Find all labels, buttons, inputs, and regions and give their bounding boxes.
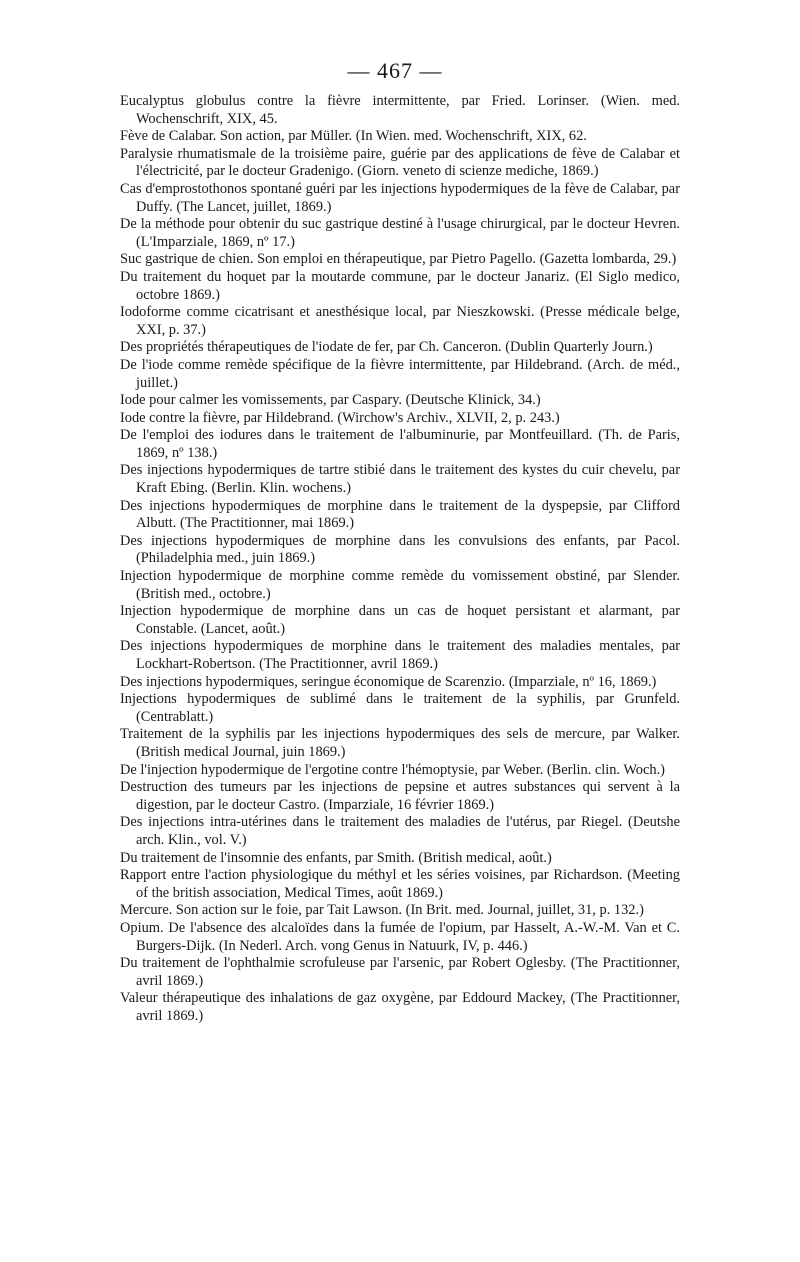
- bibliography-entry: Injection hypodermique de morphine dans un cas de hoquet persistant et alarmant, par Constable. (Lancet, août.): [120, 603, 680, 637]
- bibliography-entry: Mercure. Son action sur le foie, par Tait Lawson. (In Brit. med. Journal, juillet, 31, p. 132.): [120, 902, 644, 919]
- bibliography-entry: Cas d'emprostothonos spontané guéri par les injections hypodermiques de la fève de Calabar, par Duffy. (The Lancet, juillet, 1869.): [120, 180, 680, 215]
- bibliography-entry: Iode pour calmer les vomissements, par Caspary. (Deutsche Klinick, 34.): [120, 392, 541, 409]
- bibliography-entry: Fève de Calabar. Son action, par Müller. (In Wien. med. Wochenschrift, XIX, 62.: [120, 128, 587, 145]
- bibliography-entry: Des injections hypodermiques de morphine dans le traitement de la dyspepsie, par Clifford Albutt. (The Practitionner, mai 1869.): [120, 497, 680, 532]
- bibliography-entry: Des injections hypodermiques de morphine dans les convulsions des enfants, par Pacol. (Philadelphia med., juin 1869.): [120, 532, 680, 567]
- bibliography-entry: Suc gastrique de chien. Son emploi en thérapeutique, par Pietro Pagello. (Gazetta lombarda, 29.): [120, 251, 677, 268]
- bibliography-entry: Rapport entre l'action physiologique du méthyl et les séries voisines, par Richardson. (Meeting of the british association, Medical Times, août 1869.): [120, 867, 680, 901]
- bibliography-list: [120, 93, 680, 1025]
- bibliography-entry: Traitement de la syphilis par les injections hypodermiques des sels de mercure, par Walker. (British medical Journal, juin 1869.): [120, 726, 680, 760]
- bibliography-entry: Valeur thérapeutique des inhalations de gaz oxygène, par Eddourd Mackey, (The Practitionner, avril 1869.): [120, 990, 680, 1024]
- bibliography-entry: De l'injection hypodermique de l'ergotine contre l'hémoptysie, par Weber. (Berlin. clin. Woch.): [120, 761, 665, 778]
- bibliography-entry: Eucalyptus globulus contre la fièvre intermittente, par Fried. Lorinser. (Wien. med. Wochenschrift, XIX, 45.: [120, 93, 680, 127]
- bibliography-entry: Paralysie rhumatismale de la troisième paire, guérie par des applications de fève de Calabar et l'électricité, par le docteur Gradenigo. (Giorn. veneto di scienze mediche, 1869.): [120, 145, 680, 180]
- bibliography-entry: De l'emploi des iodures dans le traitement de l'albuminurie, par Montfeuillard. (Th. de Paris, 1869, nº 138.): [120, 427, 680, 461]
- page-number: — 467 —: [347, 58, 443, 83]
- bibliography-entry: De la méthode pour obtenir du suc gastrique destiné à l'usage chirurgical, par le docteur Hevren. (L'Imparziale, 1869, nº 17.): [120, 216, 680, 250]
- bibliography-entry: Des injections hypodermiques, seringue économique de Scarenzio. (Imparziale, nº 16, 1869.): [120, 673, 657, 690]
- bibliography-entry: Opium. De l'absence des alcaloïdes dans la fumée de l'opium, par Hasselt, A.-W.-M. Van et C. Burgers-Dijk. (In Nederl. Arch. vong Genus in Natuurk, IV, p. 446.): [120, 919, 680, 954]
- bibliography-entry: Injections hypodermiques de sublimé dans le traitement de la syphilis, par Grunfeld. (Centrablatt.): [120, 691, 680, 725]
- bibliography-entry: De l'iode comme remède spécifique de la fièvre intermittente, par Hildebrand. (Arch. de méd., juillet.): [120, 356, 680, 391]
- bibliography-entry: Du traitement de l'ophthalmie scrofuleuse par l'arsenic, par Robert Oglesby. (The Practitionner, avril 1869.): [120, 955, 680, 989]
- bibliography-entry: Des propriétés thérapeutiques de l'iodate de fer, par Ch. Canceron. (Dublin Quarterly Journ.): [120, 339, 653, 356]
- bibliography-entry: Injection hypodermique de morphine comme remède du vomissement obstiné, par Slender. (British med., octobre.): [120, 568, 680, 602]
- bibliography-entry: Destruction des tumeurs par les injections de pepsine et autres substances qui servent à la digestion, par le docteur Castro. (Imparziale, 16 février 1869.): [120, 779, 680, 813]
- bibliography-entry: Des injections hypodermiques de tartre stibié dans le traitement des kystes du cuir chevelu, par Kraft Ebing. (Berlin. Klin. wochens.): [120, 462, 680, 497]
- bibliography-entry: Des injections intra-utérines dans le traitement des maladies de l'utérus, par Riegel. (Deutshe arch. Klin., vol. V.): [120, 814, 680, 848]
- bibliography-entry: Du traitement du hoquet par la moutarde commune, par le docteur Janariz. (El Siglo medico, octobre 1869.): [120, 268, 680, 303]
- bibliography-entry: Iode contre la fièvre, par Hildebrand. (Wirchow's Archiv., XLVII, 2, p. 243.): [120, 409, 560, 426]
- bibliography-entry: Du traitement de l'insomnie des enfants, par Smith. (British medical, août.): [120, 849, 552, 866]
- bibliography-entry: Des injections hypodermiques de morphine dans le traitement des maladies mentales, par Lockhart-Robertson. (The Practitionner, avril 1869.): [120, 638, 680, 672]
- bibliography-entry: Iodoforme comme cicatrisant et anesthésique local, par Nieszkowski. (Presse médicale belge, XXI, p. 37.): [120, 304, 680, 338]
